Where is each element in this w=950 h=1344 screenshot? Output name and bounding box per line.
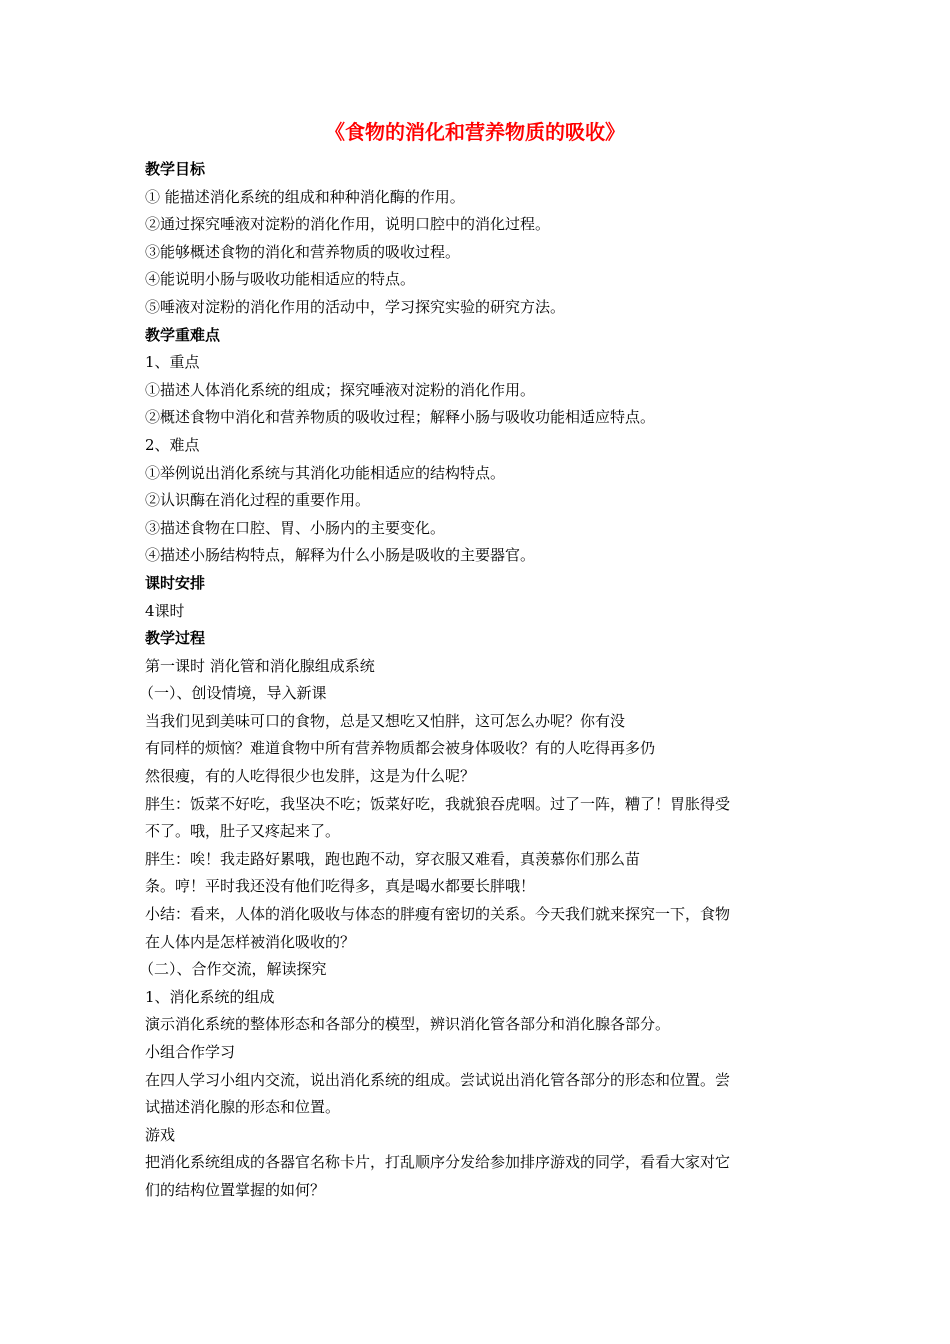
body-line: ①描述人体消化系统的组成；探究唾液对淀粉的消化作用。 [145,380,536,399]
body-line: 2、难点 [145,435,200,454]
section-heading: 教学过程 [145,629,206,648]
body-line: 演示消化系统的整体形态和各部分的模型，辨识消化管各部分和消化腺各部分。 [145,1015,671,1034]
body-line: 当我们见到美味可口的食物，总是又想吃又怕胖，这可怎么办呢？你有没 [145,711,626,730]
body-line: 试描述消化腺的形态和位置。 [145,1098,341,1117]
body-line: 然很瘦，有的人吃得很少也发胖，这是为什么呢？ [145,767,476,786]
document-title: 《食物的消化和营养物质的吸收》 [325,120,625,144]
body-line: 有同样的烦恼？难道食物中所有营养物质都会被身体吸收？有的人吃得再多仍 [145,739,656,758]
body-line: 小组合作学习 [145,1043,236,1061]
section-heading: 教学重难点 [145,325,221,344]
body-line: ②认识酶在消化过程的重要作用。 [145,491,371,510]
body-line: （二）、合作交流，解读探究 [139,960,327,979]
body-line: 胖生：唉！我走路好累哦，跑也跑不动，穿衣服又难看，真羡慕你们那么苗 [145,849,641,868]
section-heading: 教学目标 [145,160,206,178]
body-line: ④描述小肠结构特点，解释为什么小肠是吸收的主要器官。 [145,546,536,565]
body-line: ③能够概述食物的消化和营养物质的吸收过程。 [145,242,461,261]
body-line: 4课时 [145,601,185,620]
body-line: ②通过探究唾液对淀粉的消化作用，说明口腔中的消化过程。 [145,215,551,234]
body-line: 在四人学习小组内交流，说出消化系统的组成。尝试说出消化管各部分的形态和位置。尝 [145,1070,731,1089]
body-line: ②概述食物中消化和营养物质的吸收过程；解释小肠与吸收功能相适应特点。 [145,408,656,427]
body-line: 游戏 [145,1125,176,1144]
section-heading: 课时安排 [145,573,206,592]
body-line: 条。哼！平时我还没有他们吃得多，真是喝水都要长胖哦！ [145,877,536,896]
body-line: 1、消化系统的组成 [145,987,275,1006]
body-line: 在人体内是怎样被消化吸收的？ [145,932,356,951]
body-line: ④能说明小肠与吸收功能相适应的特点。 [145,270,416,289]
document-body [139,156,810,1205]
body-line: 小结：看来，人体的消化吸收与体态的胖瘦有密切的关系。今天我们就来探究一下，食物 [145,905,731,924]
body-line: 把消化系统组成的各器官名称卡片，打乱顺序分发给参加排序游戏的同学，看看大家对它 [145,1153,731,1172]
body-line: 们的结构位置掌握的如何？ [145,1180,326,1199]
body-line: ①举例说出消化系统与其消化功能相适应的结构特点。 [145,463,506,482]
body-line: ③描述食物在口腔、胃、小肠内的主要变化。 [145,518,446,537]
body-line: ⑤唾液对淀粉的消化作用的活动中，学习探究实验的研究方法。 [145,297,566,316]
body-line: 1、重点 [145,353,200,372]
body-line: 不了。哦，肚子又疼起来了。 [145,822,341,841]
body-line: （一）、创设情境，导入新课 [139,684,327,703]
body-line: 胖生：饭菜不好吃，我坚决不吃；饭菜好吃，我就狼吞虎咽。过了一阵，糟了！胃胀得受 [145,794,731,813]
body-line: 第一课时 消化管和消化腺组成系统 [145,656,375,675]
body-line: ① 能描述消化系统的组成和种种消化酶的作用。 [145,187,465,206]
